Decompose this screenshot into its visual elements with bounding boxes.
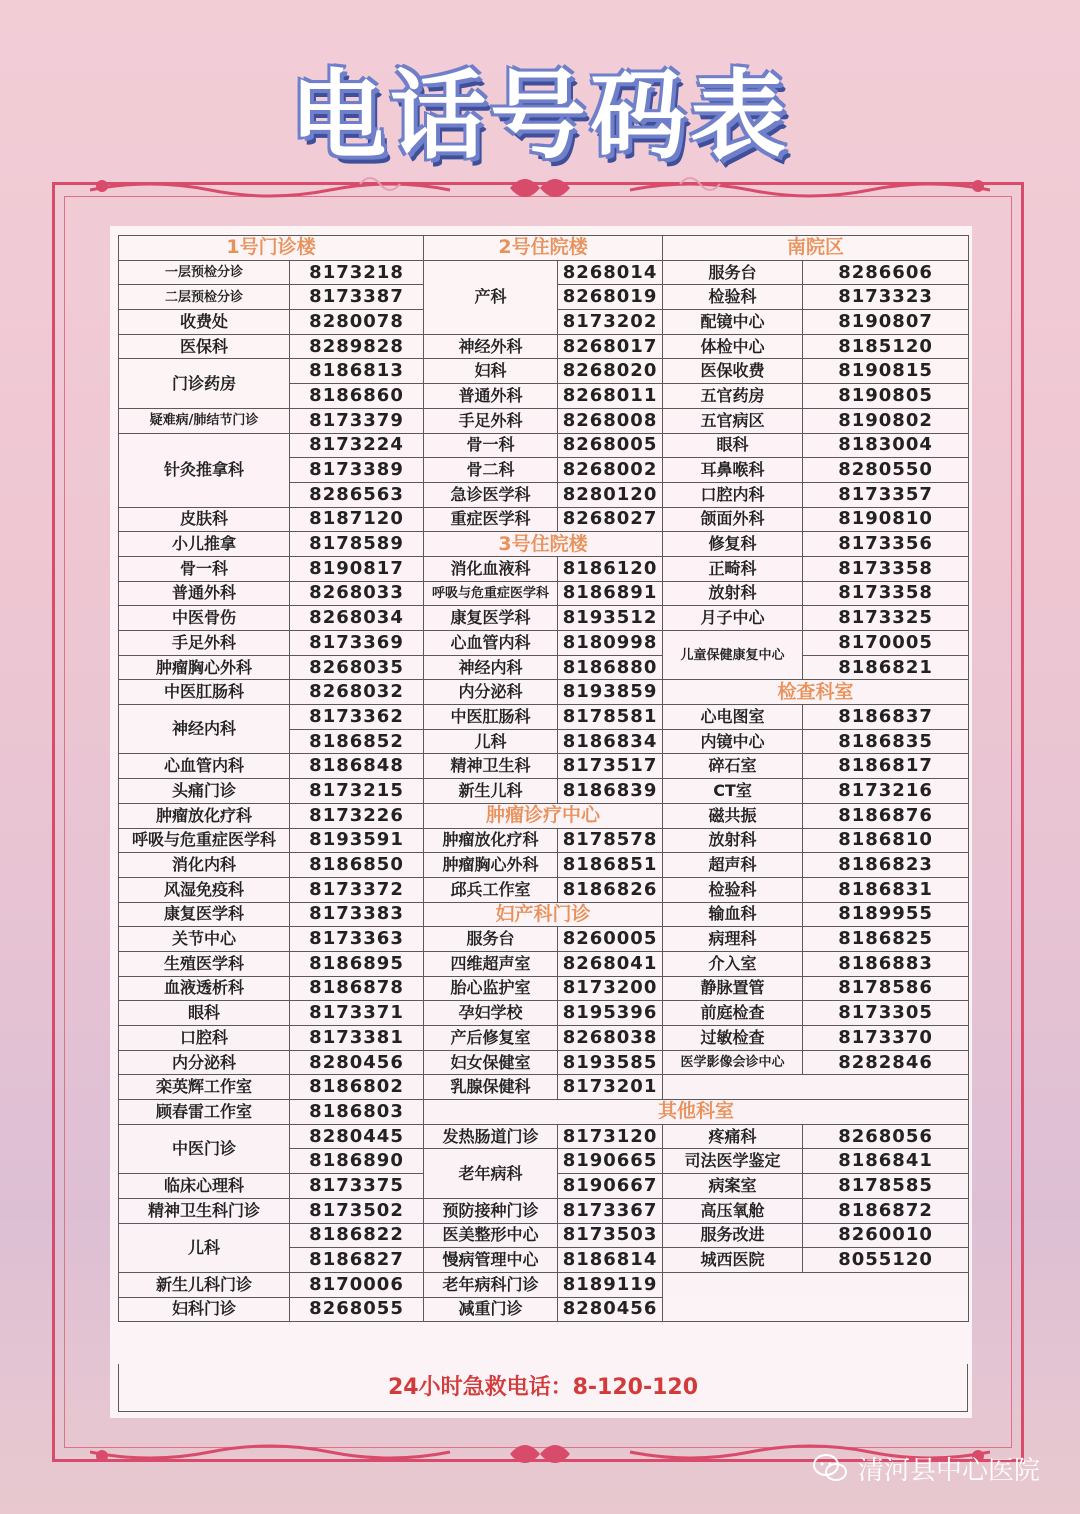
department-name: 眼科 [119,1001,290,1026]
department-name: CT室 [663,779,803,804]
department-name: 产后修复室 [424,1026,558,1051]
phone-number: 8055120 [803,1248,969,1273]
department-name: 呼吸与危重症医学科 [119,828,290,853]
table-row [119,1272,969,1297]
phone-number: 8268034 [290,606,424,631]
department-name: 血液透析科 [119,976,290,1001]
phone-number: 8173379 [290,408,424,433]
department-name: 五官药房 [663,384,803,409]
phone-number: 8268032 [290,680,424,705]
phone-number: 8186837 [803,705,969,730]
department-name: 内分泌科 [119,1050,290,1075]
department-name: 皮肤科 [119,507,290,532]
phone-number: 8186823 [803,853,969,878]
chat-bubble-icon [812,1453,848,1483]
phone-number: 8173218 [290,260,424,285]
table-row [119,532,969,557]
phone-number: 8173517 [558,754,663,779]
phone-number: 8186841 [803,1149,969,1174]
department-name: 妇女保健室 [424,1050,558,1075]
department-name: 正畸科 [663,556,803,581]
department-name: 小儿推拿 [119,532,290,557]
phone-number: 8289828 [290,334,424,359]
table-row [119,705,969,730]
phone-number: 8186878 [290,976,424,1001]
phone-number: 8268005 [558,433,663,458]
table-row [119,976,969,1001]
phone-number: 8178589 [290,532,424,557]
department-name: 儿童保健康复中心 [663,631,803,680]
phone-number: 8186876 [803,803,969,828]
phone-number: 8173224 [290,433,424,458]
department-name: 中医肛肠科 [424,705,558,730]
phone-number: 8190802 [803,408,969,433]
phone-number: 8186827 [290,1248,424,1273]
department-name: 慢病管理中心 [424,1248,558,1273]
department-name: 体检中心 [663,334,803,359]
phone-number: 8186826 [558,877,663,902]
department-name: 精神卫生科 [424,754,558,779]
phone-number: 8186850 [290,853,424,878]
phone-number: 8173375 [290,1174,424,1199]
watermark-text: 清河县中心医院 [858,1455,1041,1486]
phone-number: 8186803 [290,1100,424,1125]
phone-number: 8280445 [290,1124,424,1149]
phone-number: 8190667 [558,1174,663,1199]
phone-number: 8173363 [290,927,424,952]
department-name: 顾春雷工作室 [119,1100,290,1125]
table-row [119,655,969,680]
department-name: 手足外科 [424,408,558,433]
section-header: 南院区 [663,236,969,261]
department-name: 神经内科 [119,705,290,754]
department-name: 疼痛科 [663,1124,803,1149]
phone-number: 8186835 [803,729,969,754]
phone-number: 8190817 [290,556,424,581]
department-name: 内分泌科 [424,680,558,705]
phone-number: 8178578 [558,828,663,853]
table-row [119,359,969,384]
phone-number: 8190807 [803,310,969,335]
phone-number: 8178586 [803,976,969,1001]
phone-number: 8178585 [803,1174,969,1199]
department-name: 医保收费 [663,359,803,384]
department-name: 口腔内科 [663,482,803,507]
phone-number: 8186802 [290,1075,424,1100]
department-name: 介入室 [663,951,803,976]
phone-number: 8173201 [558,1075,663,1100]
phone-number: 8178581 [558,705,663,730]
department-name: 消化血液科 [424,556,558,581]
section-header: 其他科室 [424,1100,969,1125]
phone-number: 8268017 [558,334,663,359]
table-row [119,507,969,532]
department-name: 心电图室 [663,705,803,730]
department-name: 门诊药房 [119,359,290,408]
table-row [119,260,969,285]
phone-number: 8186890 [290,1149,424,1174]
emergency-phone: 24小时急救电话：8-120-120 [118,1364,968,1412]
department-name: 神经内科 [424,655,558,680]
phone-number: 8280120 [558,482,663,507]
table-row [119,581,969,606]
phone-number: 8173216 [803,779,969,804]
department-name: 城西医院 [663,1248,803,1273]
department-name: 月子中心 [663,606,803,631]
phone-number: 8173120 [558,1124,663,1149]
department-name: 中医骨伤 [119,606,290,631]
phone-number: 8186848 [290,754,424,779]
phone-number: 8186814 [558,1248,663,1273]
department-name: 临床心理科 [119,1174,290,1199]
department-name: 产科 [424,260,558,334]
department-name: 内镜中心 [663,729,803,754]
phone-number: 8173357 [803,482,969,507]
department-name: 儿科 [424,729,558,754]
phone-number: 8268038 [558,1026,663,1051]
phone-number: 8280456 [290,1050,424,1075]
phone-number: 8173325 [803,606,969,631]
section-header: 2号住院楼 [424,236,663,261]
department-name: 新生儿科 [424,779,558,804]
department-name: 康复医学科 [119,902,290,927]
department-name: 检验科 [663,285,803,310]
table-row [119,1050,969,1075]
department-name: 儿科 [119,1223,290,1272]
watermark [812,1448,1040,1488]
phone-number: 8186883 [803,951,969,976]
department-name: 邱兵工作室 [424,877,558,902]
table-row [119,1001,969,1026]
empty-cell [663,1075,969,1100]
department-name: 肿瘤胸心外科 [424,853,558,878]
department-name: 神经外科 [424,334,558,359]
department-name: 新生儿科门诊 [119,1272,290,1297]
department-name: 颌面外科 [663,507,803,532]
table-row [119,1026,969,1051]
phone-number: 8173502 [290,1198,424,1223]
department-name: 关节中心 [119,927,290,952]
department-name: 急诊医学科 [424,482,558,507]
department-name: 医美整形中心 [424,1223,558,1248]
department-name: 妇科门诊 [119,1297,290,1322]
department-name: 消化内科 [119,853,290,878]
department-name: 收费处 [119,310,290,335]
phone-number: 8268014 [558,260,663,285]
phone-number: 8173356 [803,532,969,557]
phone-number: 8173358 [803,581,969,606]
department-name: 中医门诊 [119,1124,290,1173]
phone-number: 8173370 [803,1026,969,1051]
table-row [119,853,969,878]
phone-number: 8186860 [290,384,424,409]
table-row [119,606,969,631]
department-name: 口腔科 [119,1026,290,1051]
phone-number: 8190805 [803,384,969,409]
department-name: 发热肠道门诊 [424,1124,558,1149]
phone-number: 8189955 [803,902,969,927]
phone-number: 8186839 [558,779,663,804]
department-name: 栾英辉工作室 [119,1075,290,1100]
department-name: 四维超声室 [424,951,558,976]
phone-number: 8268041 [558,951,663,976]
table-row [119,408,969,433]
phone-number: 8173200 [558,976,663,1001]
table-row [119,1124,969,1149]
department-name: 一层预检分诊 [119,260,290,285]
phone-number: 8173305 [803,1001,969,1026]
phone-number: 8195396 [558,1001,663,1026]
table-row [119,902,969,927]
table-row [119,433,969,458]
phone-number: 8173367 [558,1198,663,1223]
department-name: 磁共振 [663,803,803,828]
phone-number: 8187120 [290,507,424,532]
table-row [119,1223,969,1248]
department-name: 前庭检查 [663,1001,803,1026]
department-name: 老年病科 [424,1149,558,1198]
department-name: 放射科 [663,581,803,606]
table-row [119,828,969,853]
phone-number: 8189119 [558,1272,663,1297]
department-name: 肿瘤放化疗科 [424,828,558,853]
phone-number: 8282846 [803,1050,969,1075]
table-row [119,951,969,976]
department-name: 病理科 [663,927,803,952]
phone-number: 8268035 [290,655,424,680]
phone-number: 8173387 [290,285,424,310]
phone-number: 8190665 [558,1149,663,1174]
department-name: 针灸推拿科 [119,433,290,507]
department-name: 重症医学科 [424,507,558,532]
department-name: 骨一科 [424,433,558,458]
phone-number: 8173215 [290,779,424,804]
department-name: 超声科 [663,853,803,878]
phone-number: 8186821 [803,655,969,680]
table-row [119,236,969,261]
section-header: 肿瘤诊疗中心 [424,803,663,828]
phone-number: 8173389 [290,458,424,483]
phone-number: 8186825 [803,927,969,952]
phone-number: 8280078 [290,310,424,335]
department-name: 康复医学科 [424,606,558,631]
department-name: 生殖医学科 [119,951,290,976]
phone-number: 8286563 [290,482,424,507]
phone-number: 8185120 [803,334,969,359]
phone-number: 8268055 [290,1297,424,1322]
phone-number: 8173358 [803,556,969,581]
section-header: 1号门诊楼 [119,236,424,261]
department-name: 碎石室 [663,754,803,779]
phone-number: 8186895 [290,951,424,976]
phone-number: 8186872 [803,1198,969,1223]
department-name: 头痛门诊 [119,779,290,804]
phone-number: 8173383 [290,902,424,927]
department-name: 配镜中心 [663,310,803,335]
department-name: 五官病区 [663,408,803,433]
phone-number: 8260005 [558,927,663,952]
table-row [119,779,969,804]
phone-number: 8268020 [558,359,663,384]
phone-number: 8280550 [803,458,969,483]
phone-number: 8173371 [290,1001,424,1026]
department-name: 肿瘤胸心外科 [119,655,290,680]
department-name: 胎心监护室 [424,976,558,1001]
department-name: 心血管内科 [424,631,558,656]
table-row [119,754,969,779]
phone-number: 8173369 [290,631,424,656]
table-row [119,877,969,902]
department-name: 风湿免疫科 [119,877,290,902]
phone-number: 8186831 [803,877,969,902]
phone-number: 8193512 [558,606,663,631]
phone-number: 8186891 [558,581,663,606]
department-name: 心血管内科 [119,754,290,779]
department-name: 骨一科 [119,556,290,581]
phone-number: 8186852 [290,729,424,754]
phone-number: 8268033 [290,581,424,606]
department-name: 静脉置管 [663,976,803,1001]
department-name: 放射科 [663,828,803,853]
page-title: 电话号码表 [290,60,790,172]
phone-number: 8193859 [558,680,663,705]
phone-number: 8186813 [290,359,424,384]
phone-number: 8268027 [558,507,663,532]
phone-number: 8186120 [558,556,663,581]
phone-number: 8173503 [558,1223,663,1248]
department-name: 服务台 [663,260,803,285]
department-name: 服务改进 [663,1223,803,1248]
department-name: 服务台 [424,927,558,952]
phone-number: 8280456 [558,1297,663,1322]
department-name: 眼科 [663,433,803,458]
phone-number: 8186817 [803,754,969,779]
phone-number: 8186822 [290,1223,424,1248]
department-name: 呼吸与危重症医学科 [424,581,558,606]
phone-number: 8170006 [290,1272,424,1297]
phone-number: 8186810 [803,828,969,853]
phone-table [118,235,969,1322]
phone-number: 8260010 [803,1223,969,1248]
phone-number: 8183004 [803,433,969,458]
phone-number: 8173323 [803,285,969,310]
empty-cell [663,1272,969,1321]
department-name: 疑难病/肺结节门诊 [119,408,290,433]
department-name: 精神卫生科门诊 [119,1198,290,1223]
table-row [119,556,969,581]
department-name: 普通外科 [424,384,558,409]
phone-number: 8193591 [290,828,424,853]
table-row [119,334,969,359]
phone-number: 8186834 [558,729,663,754]
department-name: 孕妇学校 [424,1001,558,1026]
department-name: 司法医学鉴定 [663,1149,803,1174]
department-name: 医学影像会诊中心 [663,1050,803,1075]
section-header: 3号住院楼 [424,532,663,557]
department-name: 减重门诊 [424,1297,558,1322]
section-header: 妇产科门诊 [424,902,663,927]
phone-number: 8268002 [558,458,663,483]
table-row [119,631,969,656]
phone-number: 8173226 [290,803,424,828]
phone-number: 8186851 [558,853,663,878]
department-name: 预防接种门诊 [424,1198,558,1223]
ornament-top [90,168,990,208]
phone-number: 8170005 [803,631,969,656]
department-name: 医保科 [119,334,290,359]
department-name: 妇科 [424,359,558,384]
section-header: 检查科室 [663,680,969,705]
table-row [119,1198,969,1223]
phone-number: 8173362 [290,705,424,730]
phone-number: 8268008 [558,408,663,433]
department-name: 高压氧舱 [663,1198,803,1223]
department-name: 肿瘤放化疗科 [119,803,290,828]
phone-number: 8286606 [803,260,969,285]
department-name: 普通外科 [119,581,290,606]
phone-number: 8173202 [558,310,663,335]
table-row [119,803,969,828]
phone-number: 8268019 [558,285,663,310]
phone-number: 8268011 [558,384,663,409]
table-row [119,680,969,705]
department-name: 乳腺保健科 [424,1075,558,1100]
department-name: 病案室 [663,1174,803,1199]
department-name: 耳鼻喉科 [663,458,803,483]
department-name: 修复科 [663,532,803,557]
department-name: 二层预检分诊 [119,285,290,310]
phone-number: 8190810 [803,507,969,532]
phone-number: 8173372 [290,877,424,902]
phone-number: 8268056 [803,1124,969,1149]
table-row [119,1100,969,1125]
phone-number: 8193585 [558,1050,663,1075]
phone-number: 8173381 [290,1026,424,1051]
department-name: 老年病科门诊 [424,1272,558,1297]
department-name: 手足外科 [119,631,290,656]
department-name: 骨二科 [424,458,558,483]
phone-number: 8186880 [558,655,663,680]
table-row [119,927,969,952]
department-name: 中医肛肠科 [119,680,290,705]
department-name: 检验科 [663,877,803,902]
department-name: 过敏检查 [663,1026,803,1051]
department-name: 输血科 [663,902,803,927]
phone-number: 8180998 [558,631,663,656]
phone-number: 8190815 [803,359,969,384]
table-row [119,1075,969,1100]
